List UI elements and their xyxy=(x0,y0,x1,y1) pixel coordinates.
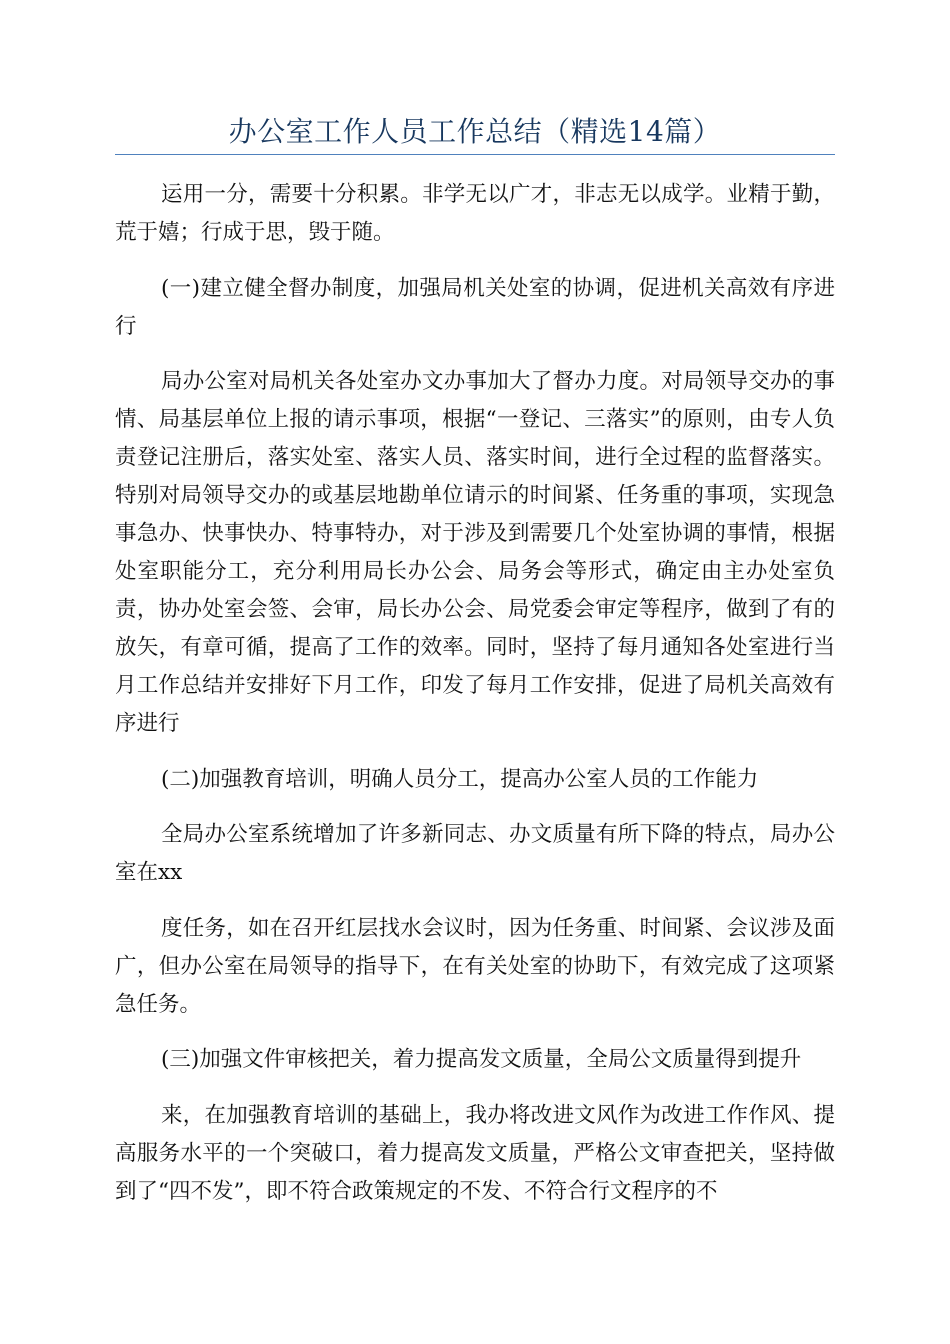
section-heading-1: (一)建立健全督办制度，加强局机关处室的协调，促进机关高效有序进行 xyxy=(115,275,835,339)
document-body xyxy=(115,176,835,1228)
section-heading-2: (二)加强教育培训，明确人员分工，提高办公室人员的工作能力 xyxy=(161,766,759,792)
paragraph-task: 度任务，如在召开红层找水会议时，因为任务重、时间紧、会议涉及面广，但办公室在局领导的指导下，在有关处室的协助下，有效完成了这项紧急任务。 xyxy=(115,915,835,1017)
paragraph-supervision: 局办公室对局机关各处室办文办事加大了督办力度。对局领导交办的事情、局基层单位上报的请示事项，根据“一登记、三落实”的原则，由专人负责登记注册后，落实处室、落实人员、落实时间，进行全过程的监督落实。特别对局领导交办的或基层地勘单位请示的时间紧、任务重的事项，实现急事急办、快事快办、特事特办，对于涉及到需要几个处室协调的事情，根据处室职能分工，充分利用局长办公会、局务会等形式，确定由主办处室负责，协办处室会签、会审，局长办公会、局党委会审定等程序，做到了有的放矢，有章可循，提高了工作的效率。同时，坚持了每月通知各处室进行当月工作总结并安排好下月工作，印发了每月工作安排，促进了局机关高效有序进行 xyxy=(115,369,835,736)
paragraph-training: 全局办公室系统增加了许多新同志、办文质量有所下降的特点，局办公室在xx xyxy=(115,822,835,885)
paragraph-document-review: 来，在加强教育培训的基础上，我办将改进文风作为改进工作作风、提高服务水平的一个突破口，着力提高发文质量，严格公文审查把关，坚持做到了“四不发”，即不符合政策规定的不发、不符合行文程序的不 xyxy=(115,1102,835,1204)
document-title: 办公室工作人员工作总结（精选14篇） xyxy=(228,115,722,148)
section-heading-3: (三)加强文件审核把关，着力提高发文质量，全局公文质量得到提升 xyxy=(161,1047,802,1072)
paragraph-intro: 运用一分，需要十分积累。非学无以广才，非志无以成学。业精于勤，荒于嬉；行成于思，毁于随。 xyxy=(115,182,835,245)
title-underline xyxy=(115,154,835,155)
